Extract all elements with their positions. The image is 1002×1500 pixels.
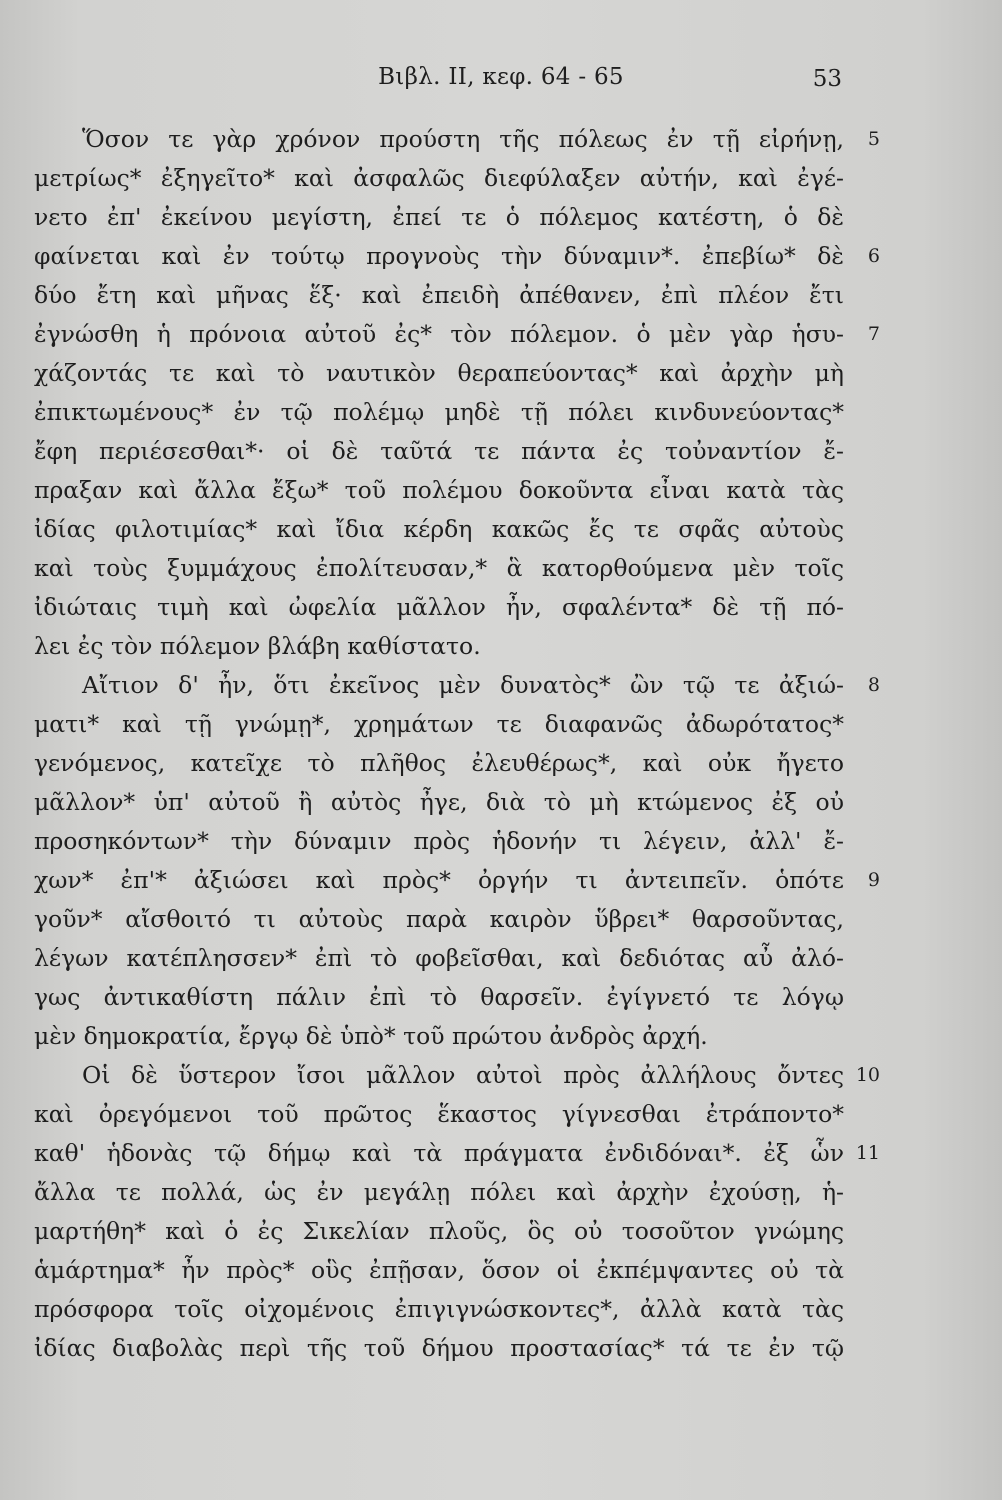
text-line bbox=[34, 705, 844, 744]
text-line bbox=[34, 783, 844, 822]
line-text: ἄλλα τε πολλά, ὡς ἐν μεγάλῃ πόλει καὶ ἀρχὴν ἐχούσῃ, ἡ- bbox=[34, 1178, 844, 1206]
line-text: δύο ἔτη καὶ μῆνας ἕξ· καὶ ἐπειδὴ ἀπέθανεν, ἐπὶ πλέον ἔτι bbox=[34, 281, 844, 309]
text-line bbox=[34, 666, 880, 705]
text-line bbox=[34, 1329, 844, 1368]
line-text: λέγων κατέπλησσεν* ἐπὶ τὸ φοβεῖσθαι, καὶ δεδιότας αὖ ἀλό- bbox=[34, 944, 844, 972]
running-head: Βιβλ. II, κεφ. 64 - 65 bbox=[378, 64, 624, 90]
line-text: λει ἐς τὸν πόλεμον βλάβη καθίστατο. bbox=[34, 632, 481, 660]
line-text: καὶ τοὺς ξυμμάχους ἐπολίτευσαν,* ἃ κατορθούμενα μὲν τοῖς bbox=[34, 554, 844, 582]
line-text: Ὅσον τε γὰρ χρόνον προύστη τῆς πόλεως ἐν τῇ εἰρήνῃ, bbox=[82, 125, 844, 153]
line-text: ἐγνώσθη ἡ πρόνοια αὐτοῦ ἐς* τὸν πόλεμον. ὁ μὲν γὰρ ἡσυ- bbox=[34, 320, 844, 348]
line-text: ἰδίας φιλοτιμίας* καὶ ἴδια κέρδη κακῶς ἔς τε σφᾶς αὐτοὺς bbox=[34, 515, 844, 543]
line-text: ματι* καὶ τῇ γνώμῃ*, χρημάτων τε διαφανῶς ἀδωρότατος* bbox=[34, 710, 844, 738]
margin-section-number: 9 bbox=[867, 869, 880, 891]
line-text: γοῦν* αἴσθοιτό τι αὐτοὺς παρὰ καιρὸν ὕβρει* θαρσοῦντας, bbox=[34, 905, 844, 933]
line-text: καθ' ἡδονὰς τῷ δήμῳ καὶ τὰ πράγματα ἐνδιδόναι*. ἐξ ὧν bbox=[34, 1139, 844, 1167]
margin-section-number: 8 bbox=[867, 674, 880, 696]
line-text: φαίνεται καὶ ἐν τούτῳ προγνοὺς τὴν δύναμιν*. ἐπεβίω* δὲ bbox=[34, 242, 844, 270]
line-text: χων* ἐπ'* ἀξιώσει καὶ πρὸς* ὀργήν τι ἀντειπεῖν. ὁπότε bbox=[34, 866, 844, 894]
margin-section-number: 11 bbox=[855, 1142, 880, 1164]
line-text: Οἱ δὲ ὕστερον ἴσοι μᾶλλον αὐτοὶ πρὸς ἀλλήλους ὄντες bbox=[82, 1061, 844, 1089]
text-line bbox=[34, 627, 844, 666]
line-text: χάζοντάς τε καὶ τὸ ναυτικὸν θεραπεύοντας* καὶ ἀρχὴν μὴ bbox=[34, 359, 844, 387]
line-text: μᾶλλον* ὑπ' αὐτοῦ ἢ αὐτὸς ἦγε, διὰ τὸ μὴ κτώμενος ἐξ οὐ bbox=[34, 788, 844, 816]
line-text: ἰδίας διαβολὰς περὶ τῆς τοῦ δήμου προστασίας* τά τε ἐν τῷ bbox=[34, 1334, 844, 1362]
line-text: γενόμενος, κατεῖχε τὸ πλῆθος ἐλευθέρως*, καὶ οὐκ ἤγετο bbox=[34, 749, 844, 777]
line-text: πρόσφορα τοῖς οἰχομένοις ἐπιγιγνώσκοντες*, ἀλλὰ κατὰ τὰς bbox=[34, 1295, 844, 1323]
line-text: γως ἀντικαθίστη πάλιν ἐπὶ τὸ θαρσεῖν. ἐγίγνετό τε λόγῳ bbox=[34, 983, 844, 1011]
text-line bbox=[34, 1212, 844, 1251]
text-line bbox=[34, 1095, 844, 1134]
text-line bbox=[34, 120, 880, 159]
text-line bbox=[34, 354, 844, 393]
text-line bbox=[34, 1251, 844, 1290]
line-text: μὲν δημοκρατία, ἔργῳ δὲ ὑπὸ* τοῦ πρώτου ἀνδρὸς ἀρχή. bbox=[34, 1022, 708, 1050]
text-line bbox=[34, 1056, 880, 1095]
text-line bbox=[34, 1290, 844, 1329]
text-line bbox=[34, 159, 844, 198]
line-text: πραξαν καὶ ἄλλα ἔξω* τοῦ πολέμου δοκοῦντα εἶναι κατὰ τὰς bbox=[34, 476, 844, 504]
text-line bbox=[34, 939, 844, 978]
margin-section-number: 6 bbox=[867, 245, 880, 267]
margin-section-number: 5 bbox=[867, 128, 880, 150]
text-line bbox=[34, 588, 844, 627]
line-text: μαρτήθη* καὶ ὁ ἐς Σικελίαν πλοῦς, ὃς οὐ τοσοῦτον γνώμης bbox=[34, 1217, 844, 1245]
text-line bbox=[34, 198, 844, 237]
line-text: ἁμάρτημα* ἦν πρὸς* οὓς ἐπῇσαν, ὅσον οἱ ἐκπέμψαντες οὐ τὰ bbox=[34, 1256, 844, 1284]
line-text: προσηκόντων* τὴν δύναμιν πρὸς ἡδονήν τι λέγειν, ἀλλ' ἔ- bbox=[34, 827, 844, 855]
text-line bbox=[34, 315, 880, 354]
text-line bbox=[34, 276, 844, 315]
text-line bbox=[34, 471, 844, 510]
text-line bbox=[34, 1017, 844, 1056]
text-block bbox=[34, 120, 880, 1368]
text-line bbox=[34, 744, 844, 783]
text-line bbox=[34, 549, 844, 588]
text-line bbox=[34, 861, 880, 900]
text-line bbox=[34, 393, 844, 432]
margin-section-number: 7 bbox=[867, 323, 880, 345]
margin-section-number: 10 bbox=[855, 1064, 880, 1086]
text-line bbox=[34, 1134, 880, 1173]
page-number: 53 bbox=[812, 66, 842, 92]
line-text: ἐπικτωμένους* ἐν τῷ πολέμῳ μηδὲ τῇ πόλει κινδυνεύοντας* bbox=[34, 398, 844, 426]
text-line bbox=[34, 432, 844, 471]
text-line bbox=[34, 1173, 844, 1212]
line-text: μετρίως* ἐξηγεῖτο* καὶ ἀσφαλῶς διεφύλαξεν αὐτήν, καὶ ἐγέ- bbox=[34, 164, 844, 192]
text-line bbox=[34, 900, 844, 939]
line-text: ἰδιώταις τιμὴ καὶ ὠφελία μᾶλλον ἦν, σφαλέντα* δὲ τῇ πό- bbox=[34, 593, 844, 621]
text-line bbox=[34, 978, 844, 1017]
text-line bbox=[34, 822, 844, 861]
text-line bbox=[34, 237, 880, 276]
line-text: Αἴτιον δ' ἦν, ὅτι ἐκεῖνος μὲν δυνατὸς* ὢν τῷ τε ἀξιώ- bbox=[82, 671, 844, 699]
text-line bbox=[34, 510, 844, 549]
line-text: καὶ ὀρεγόμενοι τοῦ πρῶτος ἕκαστος γίγνεσθαι ἐτράποντο* bbox=[34, 1100, 844, 1128]
line-text: ἔφη περιέσεσθαι*· οἱ δὲ ταῦτά τε πάντα ἐς τοὐναντίον ἔ- bbox=[34, 437, 844, 465]
line-text: νετο ἐπ' ἐκείνου μεγίστη, ἐπεί τε ὁ πόλεμος κατέστη, ὁ δὲ bbox=[34, 203, 844, 231]
